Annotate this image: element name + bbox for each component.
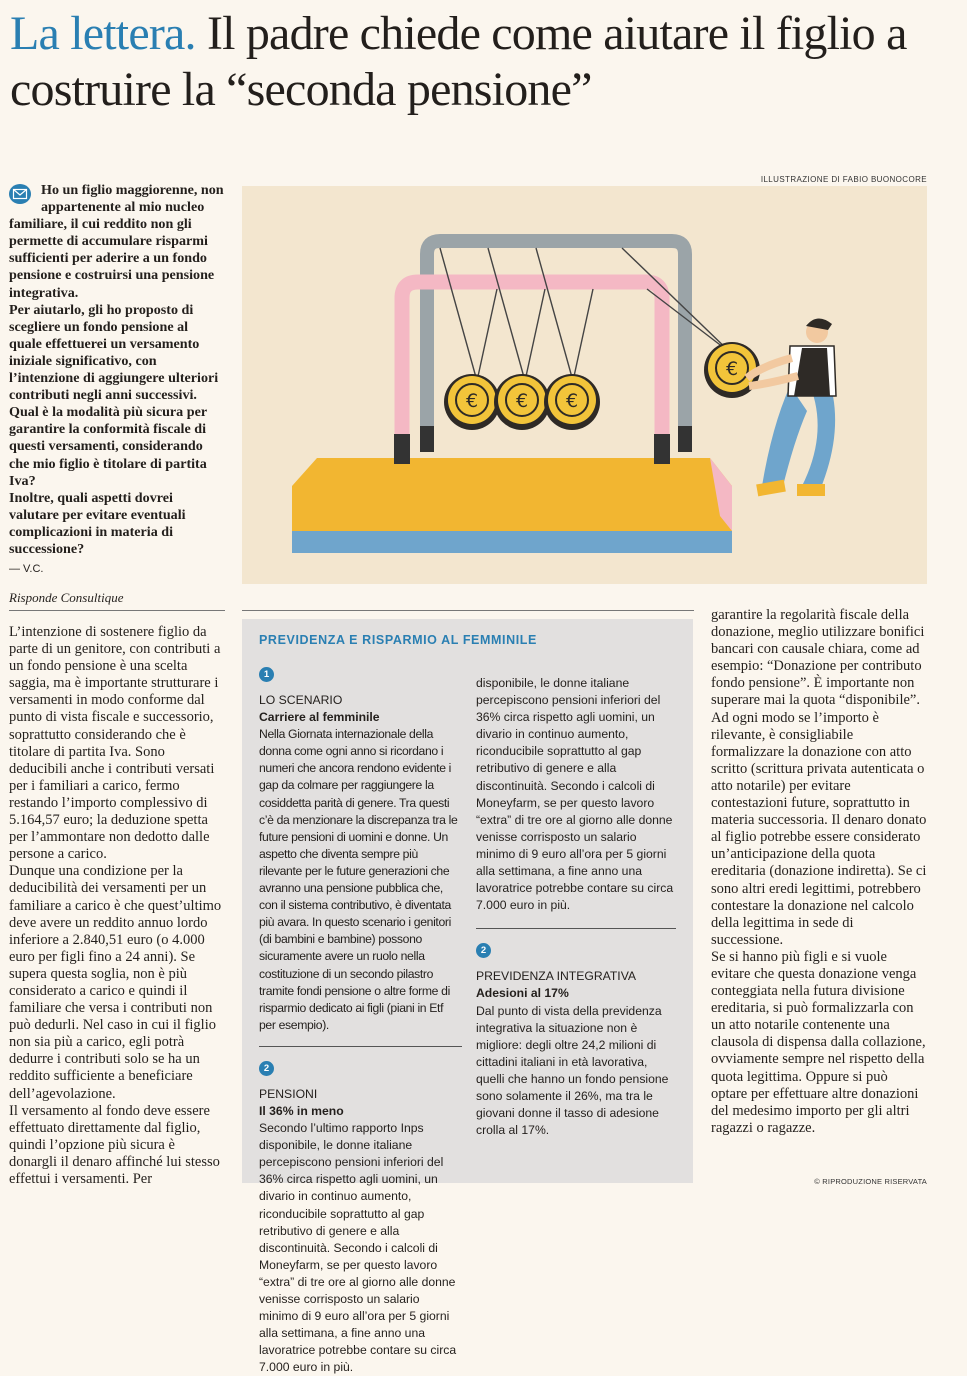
section-number-badge: 2 bbox=[259, 1061, 274, 1076]
answer-paragraph: Ad ogni modo se l’importo è rilevante, è consigliabile formalizzare la donazione con atto scritto (scrittura privata autenticata o atto notarile) per evitare contestazioni future, soprattutto in materia successoria. Il denaro donato al figlio potrebbe essere considerato un’anticipazione della quota ereditaria (donazione indiretta). Se ci sono altri eredi legittimi, potrebbero contestare la donazione nel calcolo della legittima in sede di successione. bbox=[711, 709, 927, 948]
answer-paragraph: garantire la regolarità fiscale della donazione, meglio utilizzare bonifici bancari con causale chiara, come ad esempio: “Donazione per contributo fondo pensione”. È importante non superare mai la quota “disponibile”. bbox=[711, 607, 925, 709]
platform-side bbox=[292, 531, 732, 553]
euro-coin-icon bbox=[444, 374, 500, 430]
headline-kicker: La lettera. bbox=[10, 7, 196, 60]
man-figure bbox=[747, 318, 836, 496]
section-number-badge: 2 bbox=[476, 943, 491, 958]
section-label: LO SCENARIO bbox=[259, 693, 343, 707]
responds-byline: Risponde Consultique bbox=[9, 590, 225, 611]
euro-coin-icon bbox=[494, 374, 550, 430]
newtons-cradle-illustration bbox=[242, 186, 927, 584]
answer-paragraph: L’intenzione di sostenere figlio da parte di un genitore, con contributi a un fondo pensione è una scelta saggia, ma è importante strutturare i versamenti in modo conforme dal punto di vista fiscale e successorio, soprattutto considerando che è titolare di partita Iva. Sono deducibili anche i contributi versati per i familiari a carico, fermo restando l’importo complessivo di 5.164,57 euro; la deduzione spetta per l’ammontare non dedotto dalle persone a carico. bbox=[9, 624, 221, 863]
svg-text:€: € bbox=[515, 390, 529, 412]
section-text: Nella Giornata internazionale della donna come ogni anno si ricordano i numeri che ancora rendono evidente i gap da colmare per raggiungere la cosiddetta parità di genere. Tra questi c’è da menzionare la discrepanza tra le future pensioni di uomini e donne. Un aspetto che diventa sempre più rilevante per le future generazioni che avranno una pensione pubblica che, con il sistema contributivo, è diventata più avara. In questo scenario i genitori (di bambini e bambine) possono sicuramente avere un ruolo nella costituzione di un secondo pilastro tramite fondi pensione o altre forme di risparmio dedicato ai figli (piani in Etf per esempio). bbox=[259, 727, 458, 1032]
box-column-right bbox=[476, 675, 676, 1139]
answer-paragraph: Se si hanno più figli e si vuole evitare che questa donazione venga conteggiata nella futura divisione ereditaria, si può formalizzarla con un atto notarile contenente una clausola di dispensa dalla collazione, ovviamente sempre nel rispetto della quota legittima. Oppure si può optare per effettuare altre donazioni del medesimo importo per gli altri ragazzi o ragazze. bbox=[711, 948, 926, 1136]
section-heading: Carriere al femminile bbox=[259, 710, 380, 725]
section-label: PREVIDENZA INTEGRATIVA bbox=[476, 969, 637, 984]
sidebar-box bbox=[242, 619, 693, 1375]
svg-text:€: € bbox=[565, 390, 579, 412]
column-divider bbox=[242, 610, 694, 611]
box-column-left bbox=[259, 665, 462, 1375]
euro-coin-icon bbox=[544, 374, 600, 430]
section-label: PENSIONI bbox=[259, 1086, 318, 1101]
headline-title: Il padre chiede come aiutare il figlio a costruire la “seconda pensione” bbox=[10, 7, 907, 116]
box-title: PREVIDENZA E RISPARMIO AL FEMMINILE bbox=[259, 633, 537, 647]
section-heading: Adesioni al 17% bbox=[476, 986, 569, 1001]
section-text-continued: disponibile, le donne italiane percepiscono pensioni inferiori del 36% circa rispetto agli uomini, un divario in continuo aumento, riconducibile soprattutto al gap retributivo di genere e alla discontinuità. Secondo i calcoli di Moneyfarm, se per questo lavoro “extra” di tre ore al giorno alle donne venisse corrisposto un salario minimo di 9 euro all’ora per 5 giorni alla settimana, a fine anno una lavoratrice potrebbe contare su circa 7.000 euro in più. bbox=[476, 676, 674, 913]
section-number-badge: 1 bbox=[259, 667, 274, 682]
answer-column-1 bbox=[9, 624, 225, 1188]
letter-signature: — V.C. bbox=[9, 563, 44, 576]
section-text: Dal punto di vista della previdenza integrativa la situazione non è migliore: degli oltre 24,2 milioni di cittadini italiani in età lavorativa, quelli che hanno un fondo pensione sono solamente il 26%, ma tra le giovani donne il tasso di adesione crolla al 17%. bbox=[476, 1003, 669, 1138]
envelope-icon bbox=[9, 184, 31, 204]
svg-text:€: € bbox=[725, 358, 739, 380]
section-divider bbox=[259, 1046, 462, 1047]
copyright-notice: © RIPRODUZIONE RISERVATA bbox=[814, 1177, 927, 1186]
reader-letter bbox=[9, 182, 224, 578]
answer-paragraph: Dunque una condizione per la deducibilità dei versamenti per un familiare a carico è che quest’ultimo deve avere un reddito annuo lordo inferiore a 2.840,51 euro (o 4.000 euro per figli fino a 24 anni). Se supera questa soglia, non è più considerato a carico e quindi il familiare che versa i contributi non può dedurli. Nel caso in cui il figlio non sia più a carico, egli potrà dedurre i contributi solo se ha un reddito sufficiente a beneficiare dell’agevolazione. bbox=[9, 863, 222, 1102]
letter-paragraph: Qual è la modalità più sicura per garantire la conformità fiscale di questi versamenti, considerando che mio figlio è titolare di partita Iva? bbox=[9, 404, 207, 489]
illustration-credit: ILLUSTRAZIONE DI FABIO BUONOCORE bbox=[760, 175, 927, 184]
svg-text:€: € bbox=[465, 390, 479, 412]
section-heading: Il 36% in meno bbox=[259, 1103, 344, 1118]
letter-paragraph: Per aiutarlo, gli ho proposto di scegliere un fondo pensione al quale effettuerei un versamento iniziale significativo, con l’intenzione di aggiungere ulteriori contributi negli anni successivi. bbox=[9, 301, 219, 404]
headline bbox=[10, 6, 960, 118]
section-divider bbox=[476, 928, 676, 929]
letter-paragraph: Inoltre, quali aspetti dovrei valutare per evitare eventuali complicazioni in materia di successione? bbox=[9, 489, 186, 557]
letter-paragraph: Ho un figlio maggiorenne, non appartenente al mio nucleo familiare, il cui reddito non gli permette di accumulare risparmi sufficienti per aderire a un fondo pensione e costruirsi una pensione integrativa. bbox=[9, 182, 224, 301]
answer-paragraph: Il versamento al fondo deve essere effettuato direttamente dal figlio, quindi l’opzione più sicura è donargli il denaro affinché lui stesso effettui i versamenti. Per bbox=[9, 1102, 220, 1187]
section-text: Secondo l’ultimo rapporto Inps disponibile, le donne italiane percepiscono pensioni inferiori del 36% circa rispetto agli uomini, un divario in continuo aumento, riconducibile soprattutto al gap retributivo di genere e alla discontinuità. Secondo i calcoli di Moneyfarm, se per questo lavoro “extra” di tre ore al giorno alle donne venisse corrisposto un salario minimo di 9 euro all’ora per 5 giorni alla settimana, a fine anno una lavoratrice potrebbe contare su circa 7.000 euro in più. bbox=[259, 1121, 457, 1375]
answer-column-3 bbox=[711, 607, 927, 1137]
